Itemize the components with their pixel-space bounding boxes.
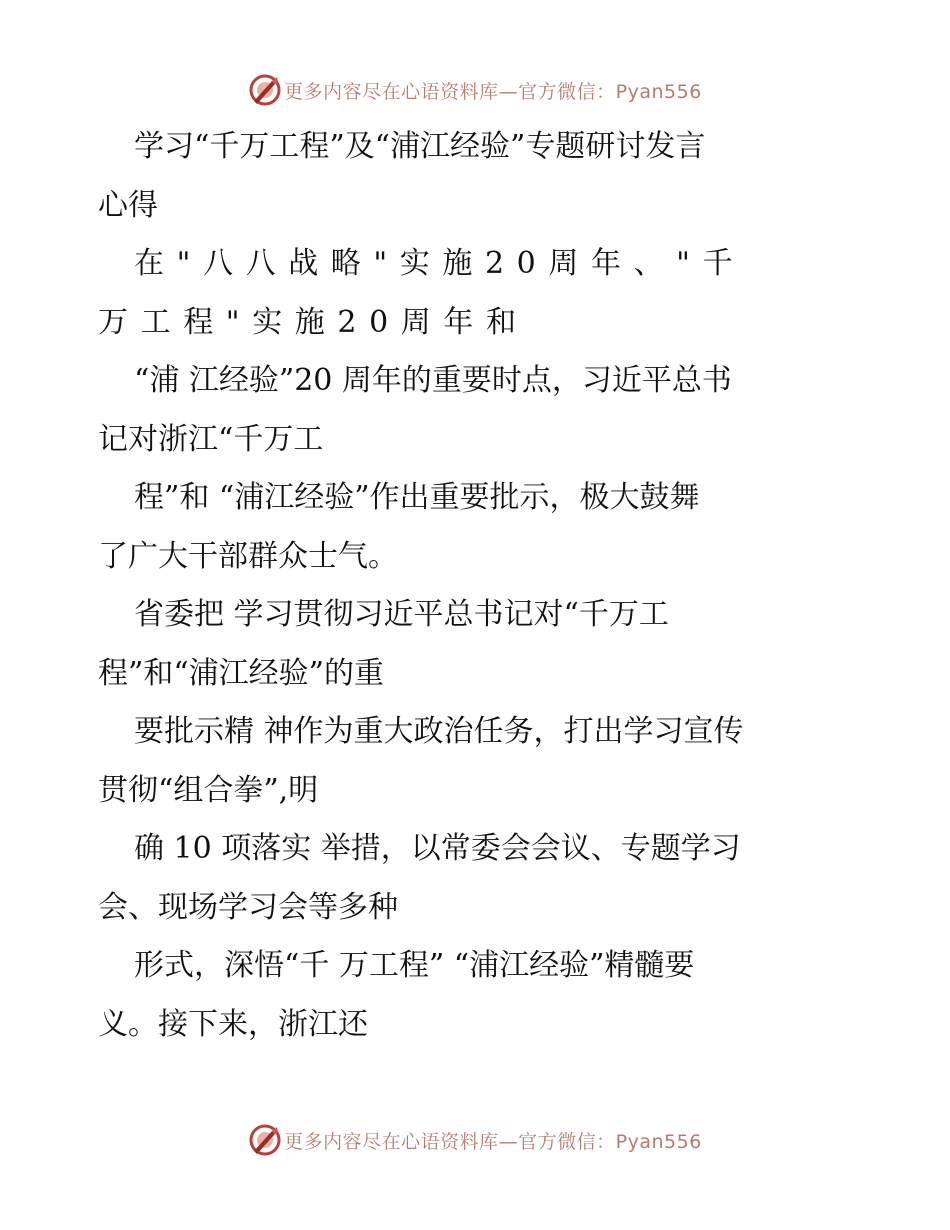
paragraph-line: 在"八八战略"实施20周年、"千 xyxy=(134,246,746,281)
pen-logo-icon xyxy=(248,73,282,107)
document-body xyxy=(98,118,858,1054)
header-watermark xyxy=(0,72,950,108)
paragraph-line: 义。接下来，浙江还 xyxy=(98,1006,368,1042)
paragraph-line: 会、现场学习会等多种 xyxy=(98,889,398,925)
title-line-2: 心得 xyxy=(98,187,158,223)
title-line-1: 学习“千万工程”及“浦江经验”专题研讨发言 xyxy=(134,129,706,164)
paragraph-line: 了广大干部群众士气。 xyxy=(98,538,398,574)
paragraph-line: 要批示精 神作为重大政治任务，打出学习宣传 xyxy=(134,714,744,749)
watermark-text: 更多内容尽在心语资料库—官方微信：Pyan556 xyxy=(284,1130,702,1153)
footer-watermark xyxy=(0,1122,950,1158)
paragraph-line: 程”和“浦江经验”的重 xyxy=(98,655,385,691)
paragraph-line: 省委把 学习贯彻习近平总书记对“千万工 xyxy=(134,597,669,632)
paragraph-line: 确 10 项落实 举措，以常委会会议、专题学习 xyxy=(134,831,741,866)
paragraph-line: “浦 江经验”20 周年的重要时点，习近平总书 xyxy=(134,363,732,398)
paragraph-line: 万工程"实施20周年和 xyxy=(98,304,529,340)
pen-logo-icon xyxy=(248,1123,282,1157)
paragraph-line: 贯彻“组合拳”,明 xyxy=(98,772,319,808)
paragraph-line: 形式，深悟“千 万工程” “浦江经验”精髓要 xyxy=(134,948,695,983)
paragraph-line: 记对浙江“千万工 xyxy=(98,421,324,457)
paragraph-line: 程”和 “浦江经验”作出重要批示，极大鼓舞 xyxy=(134,480,700,515)
watermark-text: 更多内容尽在心语资料库—官方微信：Pyan556 xyxy=(284,80,702,103)
